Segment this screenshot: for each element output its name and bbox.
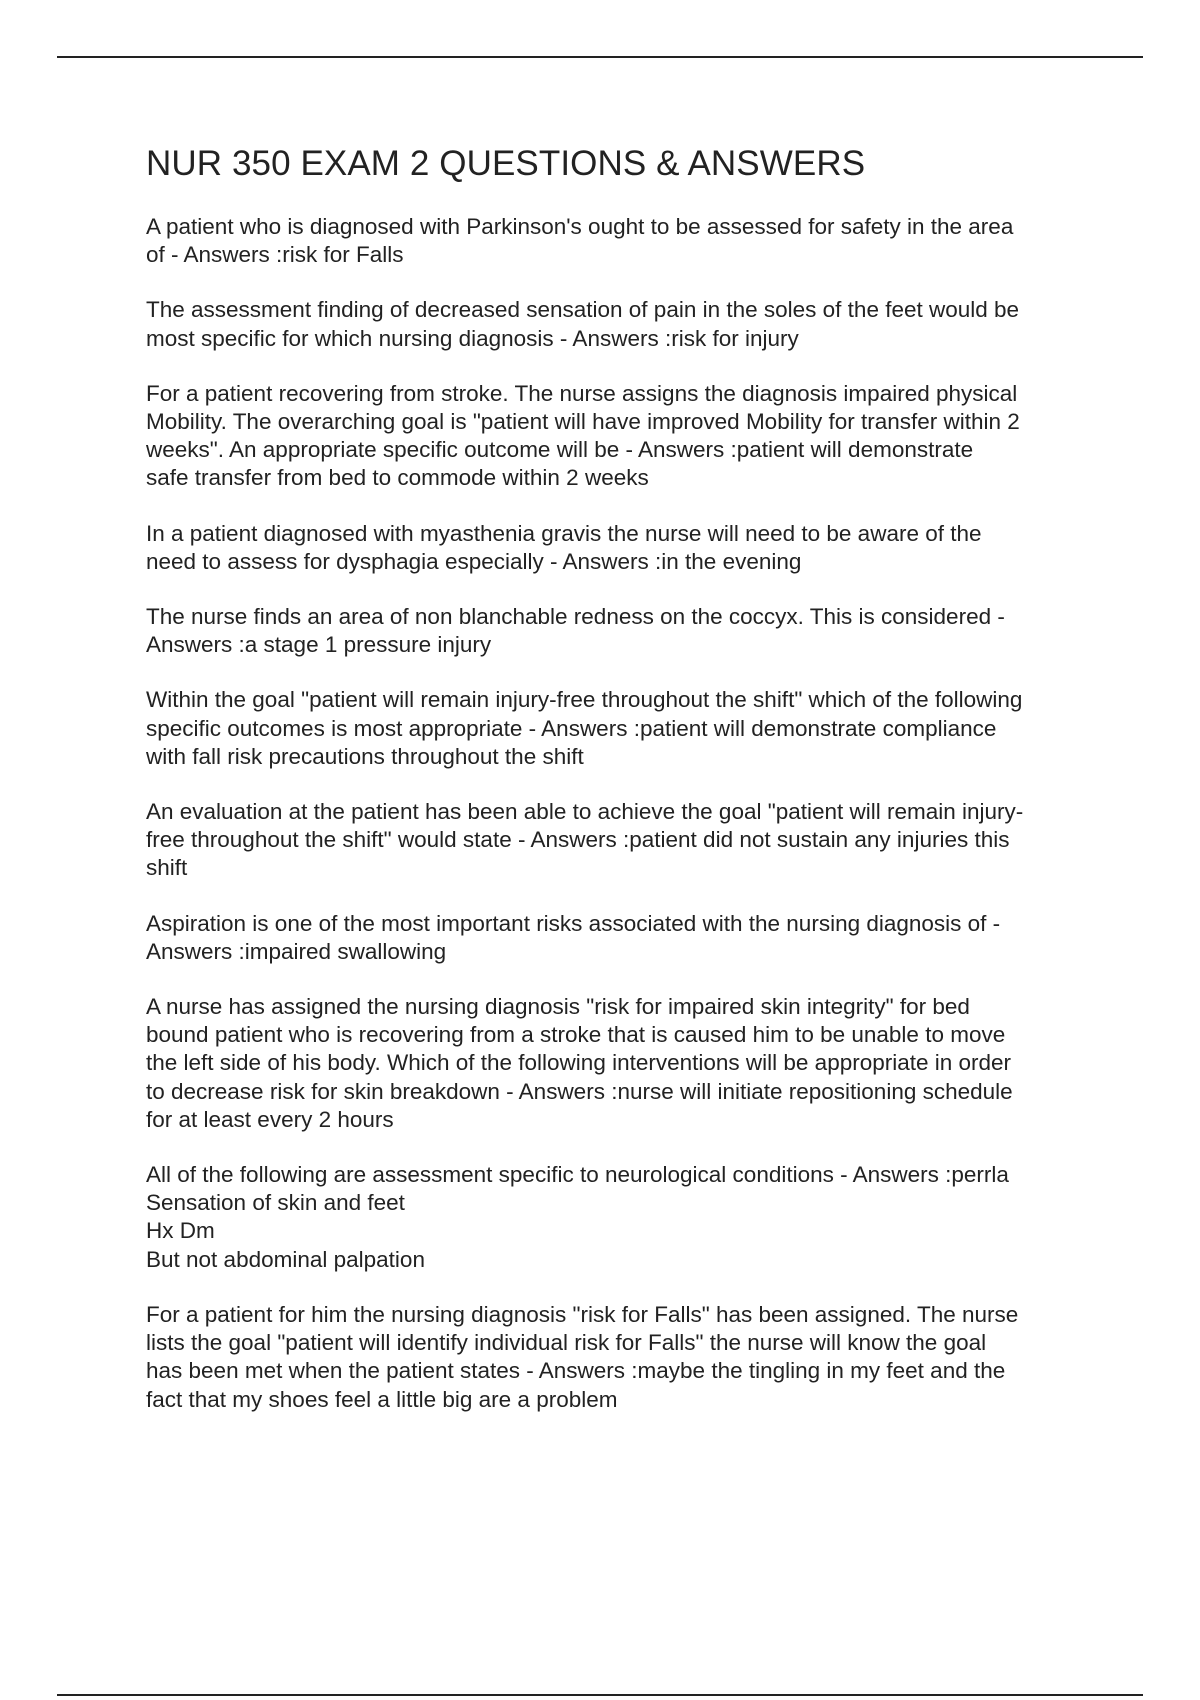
document-body <box>146 143 1096 1441</box>
qa-line: A nurse has assigned the nursing diagnosis "risk for impaired skin integrity" for bed <box>146 994 970 1020</box>
qa-line: weeks". An appropriate specific outcome will be - Answers :patient will demonstrate <box>146 437 974 463</box>
qa-line: with fall risk precautions throughout the shift <box>146 743 584 769</box>
qa-item <box>146 993 1096 1134</box>
qa-line: has been met when the patient states - Answers :maybe the tingling in my feet and the <box>146 1358 1006 1384</box>
qa-line: to decrease risk for skin breakdown - Answers :nurse will initiate repositioning schedule <box>146 1078 1013 1104</box>
qa-item <box>146 296 1096 352</box>
qa-line: safe transfer from bed to commode within 2 weeks <box>146 465 649 491</box>
qa-item <box>146 910 1096 966</box>
qa-line: lists the goal "patient will identify individual risk for Falls" the nurse will know the goal <box>146 1330 987 1356</box>
qa-line: Hx Dm <box>146 1218 215 1244</box>
qa-line: An evaluation at the patient has been able to achieve the goal "patient will remain injury- <box>146 799 1024 825</box>
bottom-divider <box>57 1694 1143 1696</box>
qa-line: bound patient who is recovering from a stroke that is caused him to be unable to move <box>146 1022 1006 1048</box>
qa-item <box>146 1301 1096 1414</box>
qa-line: Mobility. The overarching goal is "patient will have improved Mobility for transfer within 2 <box>146 409 1020 435</box>
page-title: NUR 350 EXAM 2 QUESTIONS & ANSWERS <box>146 144 866 183</box>
qa-line: of - Answers :risk for Falls <box>146 242 404 268</box>
qa-line: All of the following are assessment specific to neurological conditions - Answers :perrla <box>146 1162 1009 1188</box>
qa-line: Within the goal "patient will remain injury-free throughout the shift" which of the following <box>146 687 1023 713</box>
qa-item <box>146 520 1096 576</box>
qa-item <box>146 798 1096 883</box>
qa-line: specific outcomes is most appropriate - Answers :patient will demonstrate compliance <box>146 715 997 741</box>
top-divider <box>57 56 1143 58</box>
qa-line: But not abdominal palpation <box>146 1246 425 1272</box>
qa-line: Answers :impaired swallowing <box>146 938 447 964</box>
qa-line: Answers :a stage 1 pressure injury <box>146 632 492 658</box>
qa-line: The nurse finds an area of non blanchable redness on the coccyx. This is considered - <box>146 604 1005 630</box>
qa-item <box>146 1161 1096 1274</box>
qa-item <box>146 686 1096 771</box>
qa-item <box>146 380 1096 493</box>
qa-line: most specific for which nursing diagnosis - Answers :risk for injury <box>146 325 799 351</box>
qa-line: The assessment finding of decreased sensation of pain in the soles of the feet would be <box>146 297 1020 323</box>
qa-line: need to assess for dysphagia especially - Answers :in the evening <box>146 548 802 574</box>
qa-item <box>146 603 1096 659</box>
qa-line: shift <box>146 855 188 881</box>
qa-line: For a patient for him the nursing diagnosis "risk for Falls" has been assigned. The nurse <box>146 1301 1019 1327</box>
qa-line: For a patient recovering from stroke. The nurse assigns the diagnosis impaired physical <box>146 380 1018 406</box>
qa-line: Sensation of skin and feet <box>146 1190 405 1216</box>
qa-line: Aspiration is one of the most important risks associated with the nursing diagnosis of - <box>146 910 1001 936</box>
qa-line: free throughout the shift" would state - Answers :patient did not sustain any injuries this <box>146 827 1010 853</box>
qa-line: for at least every 2 hours <box>146 1106 394 1132</box>
qa-line: the left side of his body. Which of the following interventions will be appropriate in order <box>146 1050 1012 1076</box>
qa-item <box>146 213 1096 269</box>
qa-line: A patient who is diagnosed with Parkinson's ought to be assessed for safety in the area <box>146 214 1014 239</box>
qa-line: fact that my shoes feel a little big are a problem <box>146 1386 618 1412</box>
qa-line: In a patient diagnosed with myasthenia gravis the nurse will need to be aware of the <box>146 520 982 546</box>
